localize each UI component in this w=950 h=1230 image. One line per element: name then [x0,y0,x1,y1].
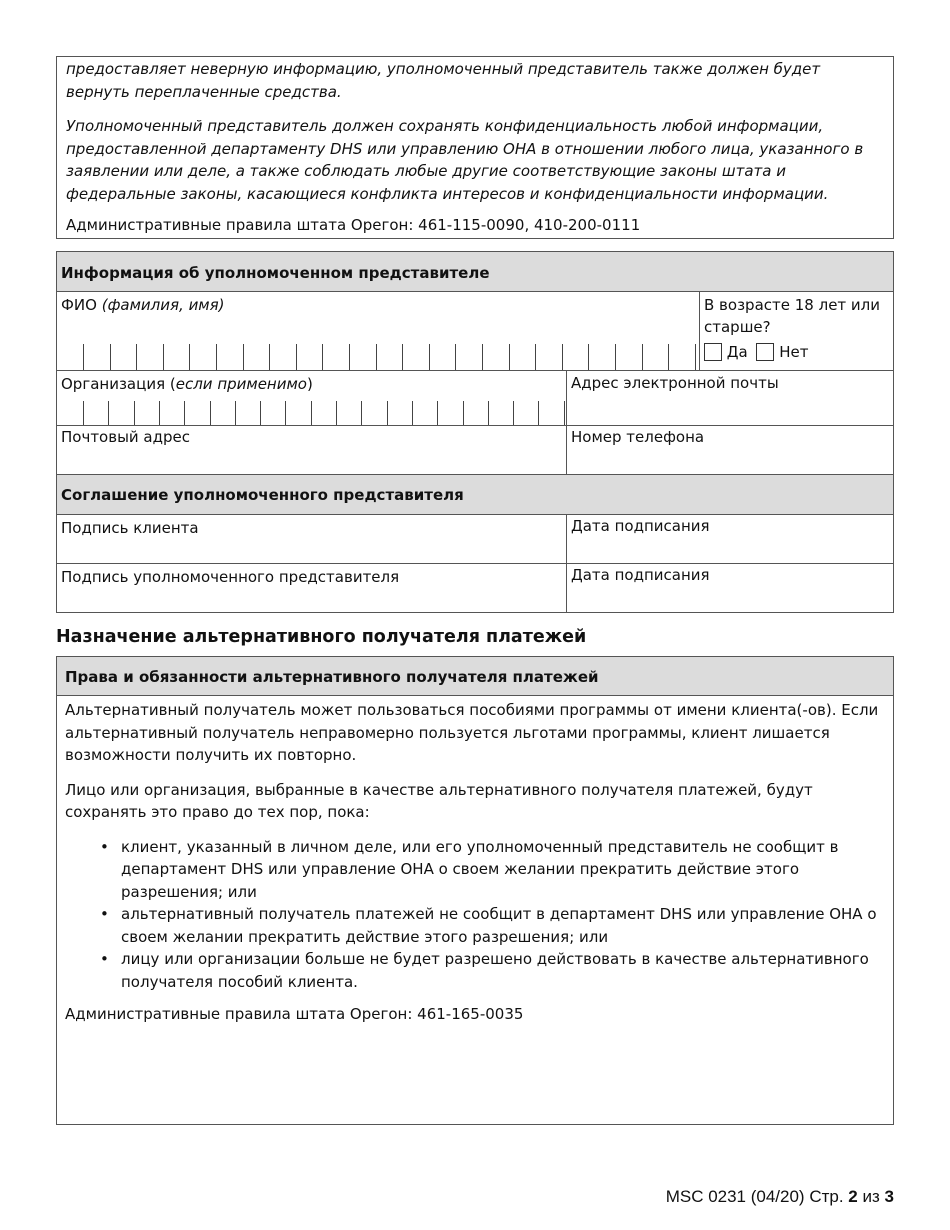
age-question: В возрасте 18 лет или старше? [704,296,881,336]
confidentiality-text: Уполномоченный представитель должен сохранять конфиденциальность любой информации, предоставленной департаменту DHS или управлению OHA в отношении любого лица, указанного в заявлении или деле, а также соблюдать любые другие соответствующие законы штата и федеральные законы, касающиеся конфликта интересов и конфиденциальности информации. [66,117,864,203]
rep-sign-date-label: Дата подписания [571,566,710,584]
letter-box-divider [108,401,109,425]
letter-box-divider [376,344,377,370]
letter-box-divider [349,344,350,370]
letter-box-divider [668,344,669,370]
alt-payee-box [56,656,894,1125]
alt-payee-para2: Лицо или организация, выбранные в качестве альтернативного получателя платежей, будут сохранять это право до тех пор, пока: [65,780,813,821]
letter-box-divider [134,401,135,425]
letter-box-divider [695,344,696,370]
letter-box-divider [336,401,337,425]
condition-item: • альтернативный получатель платежей не сообщит в департамент DHS или управление OHA о своем желании прекратить действие этого разрешения; или [100,905,877,946]
letter-box-divider [564,401,565,425]
client-sign-date-label: Дата подписания [571,517,710,535]
letter-box-divider [189,344,190,370]
age-yes-checkbox[interactable] [704,343,722,361]
alt-payee-rights-header: Права и обязанности альтернативного получателя платежей [57,657,893,696]
letter-box-divider [322,344,323,370]
condition-item: • лицу или организации больше не будет разрешено действовать в качестве альтернативного получателя пособий клиента. [100,950,869,991]
letter-box-divider [163,344,164,370]
letter-box-divider [269,344,270,370]
letter-box-divider [538,401,539,425]
client-sign-date-field[interactable] [567,515,893,563]
alt-payee-rules-text: Административные правила штата Орегон: 461-165-0035 [65,1005,524,1023]
letter-box-divider [437,401,438,425]
alt-payee-section-title: Назначение альтернативного получателя платежей [56,627,587,647]
letter-box-divider [311,401,312,425]
email-label: Адрес электронной почты [571,374,779,392]
letter-box-divider [361,401,362,425]
letter-box-divider [83,401,84,425]
client-signature-field[interactable] [57,515,566,563]
page-number: 2 [848,1187,858,1206]
letter-box-divider [535,344,536,370]
letter-box-divider [482,344,483,370]
letter-box-divider [216,344,217,370]
letter-box-divider [429,344,430,370]
phone-field[interactable] [567,426,893,474]
letter-box-divider [296,344,297,370]
organization-field[interactable]: Организация (если применимо) [57,371,566,425]
letter-box-divider [387,401,388,425]
name-label: ФИО [61,296,97,314]
bullet-icon: • [100,950,109,968]
condition-item: • клиент, указанный в личном деле, или его уполномоченный представитель не сообщит в департамент DHS или управление OHA о своем желании прекратить действие этого разрешения; или [100,837,839,901]
mailing-address-label: Почтовый адрес [61,428,190,446]
letter-box-divider [260,401,261,425]
letter-box-divider [513,401,514,425]
letter-box-divider [402,344,403,370]
letter-box-divider [243,344,244,370]
letter-box-divider [562,344,563,370]
form-id: MSC 0231 (04/20) Стр. [665,1187,844,1206]
age-yes-label: Да [726,343,748,361]
letter-box-divider [455,344,456,370]
alt-payee-conditions-list [65,836,885,994]
letter-box-divider [235,401,236,425]
page-footer: MSC 0231 (04/20) Стр. 2 из 3 [665,1187,894,1206]
alt-payee-para1: Альтернативный получатель может пользоваться пособиями программы от имени клиента(-ов). Если альтернативный получатель неправомерно пользуется льготами программы, клиент лишается возможности получить их повторно. [65,701,879,764]
page-total: 3 [884,1187,894,1206]
email-field[interactable] [567,371,893,425]
letter-box-divider [184,401,185,425]
representative-form [56,251,894,613]
oregon-rules-text: Административные правила штата Орегон: 461-115-0090, 410-200-0111 [66,216,641,234]
rep-sign-date-field[interactable] [567,564,893,612]
letter-box-divider [642,344,643,370]
letter-box-divider [588,344,589,370]
agreement-header: Соглашение уполномоченного представителя [57,475,893,514]
mailing-address-field[interactable] [57,426,566,474]
age-no-checkbox[interactable] [756,343,774,361]
letter-box-divider [159,401,160,425]
name-field[interactable] [57,292,699,370]
rep-signature-label: Подпись уполномоченного представителя [61,568,400,586]
name-hint: (фамилия, имя) [101,296,225,314]
age-no-label: Нет [779,343,809,361]
letter-box-divider [463,401,464,425]
letter-box-divider [110,344,111,370]
bullet-icon: • [100,905,109,923]
letter-box-divider [136,344,137,370]
bullet-icon: • [100,837,109,856]
top-info-box [56,56,894,239]
rep-signature-field[interactable] [57,564,566,612]
letter-box-divider [615,344,616,370]
letter-box-divider [488,401,489,425]
letter-box-divider [285,401,286,425]
client-signature-label: Подпись клиента [61,519,199,537]
rep-info-header: Информация об уполномоченном представителе [57,252,893,291]
age-question-cell [700,292,893,370]
phone-label: Номер телефона [571,428,705,446]
overpayment-text: предоставляет неверную информацию, уполномоченный представитель также должен будет вернуть переплаченные средства. [66,60,821,101]
letter-box-divider [210,401,211,425]
letter-box-divider [83,344,84,370]
letter-box-divider [412,401,413,425]
letter-box-divider [509,344,510,370]
